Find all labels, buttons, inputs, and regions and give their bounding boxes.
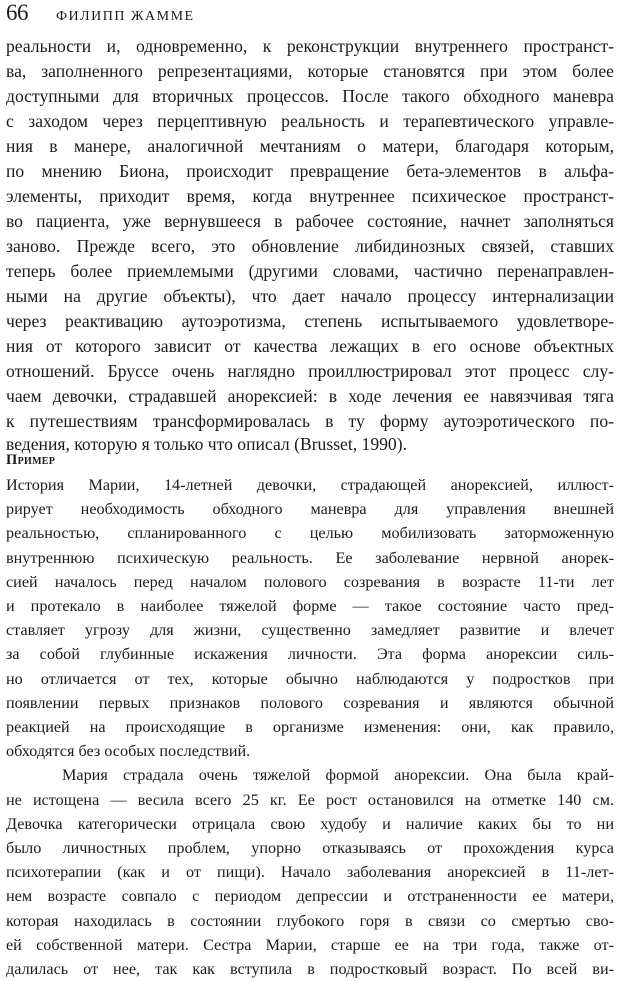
- text-line: которая находилась в состоянии глубокого горя в связи со смертью сво-: [6, 911, 614, 930]
- text-line: реальностью, спланированного с целью мобилизовать заторможенную: [6, 524, 614, 543]
- text-line: с заходом через перцептивную реальность и терапевтического управле-: [6, 111, 614, 131]
- text-line: заново. Прежде всего, это обновление либидинозных связей, ставших: [6, 236, 614, 256]
- section-heading-example: Пример: [6, 452, 56, 468]
- text-line: было личностных проблем, упорно отказываясь от прохождения курса: [6, 839, 614, 857]
- text-line: за собой глубинные искажения личности. Эта форма анорексии силь-: [6, 645, 614, 664]
- text-line: ными на другие объекты), что дает начало процессу интернализации: [6, 286, 614, 306]
- running-head: [6, 0, 195, 30]
- text-line: но отличается от тех, которые обычно наблюдаются у подростков при: [6, 669, 614, 688]
- text-line: через реактивацию аутоэротизма, степень испытываемого удовлетворе-: [6, 311, 614, 331]
- text-line: сией началось перед началом полового созревания в возрасте 11-ти лет: [6, 572, 614, 591]
- text-line: ей собственной матери. Сестра Марии, старше ее на три года, также от-: [6, 935, 614, 954]
- text-line: ния в манере, аналогичной мечтаниям о матери, благодаря которым,: [6, 136, 614, 156]
- text-line: появлении первых признаков полового созревания и являются обычной: [6, 693, 614, 712]
- text-line: далилась от нее, так как вступила в подростковый возраст. По всей ви-: [6, 960, 614, 978]
- text-line: чаем девочки, страдавшей анорексией: в ходе лечения ее навязчивая тяга: [6, 386, 614, 406]
- text-line: во пациента, уже вернувшееся в рабочее состояние, начнет заполняться: [6, 211, 614, 231]
- running-head-author: ФИЛИПП ЖАММЕ: [56, 9, 195, 24]
- text-line: реакцией на происходящие в организме изменения: они, как правило,: [6, 718, 614, 736]
- text-line: к путешествиям трансформировалась в ту форму аутоэротического по-: [6, 411, 614, 431]
- text-line: и протекало в наиболее тяжелой форме — такое состояние часто пред-: [6, 597, 614, 615]
- page-number: 66: [6, 0, 28, 25]
- text-line: не истощена — весила всего 25 кг. Ее рост остановился на отметке 140 см.: [6, 790, 614, 809]
- text-line: ния от которого зависит от качества лежащих в его основе объектных: [6, 336, 614, 356]
- text-line: История Марии, 14-летней девочки, страдающей анорексией, иллюст-: [6, 476, 614, 494]
- text-line: ва, заполненного репрезентациями, которые становятся при этом более: [6, 61, 614, 81]
- text-line: ведения, которую я только что описал (Brusset, 1990).: [6, 434, 407, 454]
- text-line: элементы, приходит время, когда внутреннее психическое пространст-: [6, 186, 614, 206]
- text-line: обходятся без особых последствий.: [6, 742, 251, 761]
- text-line: нем возрасте совпало с периодом депрессии и отстраненности ее матери,: [6, 887, 614, 906]
- text-line: рирует необходимость обходного маневра для управления внешней: [6, 500, 614, 519]
- text-line: по мнению Биона, происходит превращение бета-элементов в альфа-: [6, 161, 614, 181]
- text-line: отношений. Бруссе очень наглядно проиллюстрировал этот процесс слу-: [6, 361, 614, 381]
- text-line: доступными для вторичных процессов. После такого обходного маневра: [6, 86, 614, 106]
- text-line: Девочка категорически отрицала свою худобу и наличие каких бы то ни: [6, 814, 614, 833]
- text-line: ставляет угрозу для жизни, существенно замедляет развитие и влечет: [6, 621, 614, 640]
- text-line: Мария страдала очень тяжелой формой анорексии. Она была край-: [62, 766, 614, 785]
- text-line: психотерапии (как и от пищи). Начало заболевания анорексией в 11-лет-: [6, 863, 614, 882]
- text-line: внутреннюю психическую реальность. Ее заболевание нервной анорек-: [6, 548, 614, 567]
- text-line: реальности и, одновременно, к реконструкции внутреннего пространст-: [6, 36, 614, 56]
- text-line: теперь более приемлемыми (другими словами, частично перенаправлен-: [6, 261, 614, 281]
